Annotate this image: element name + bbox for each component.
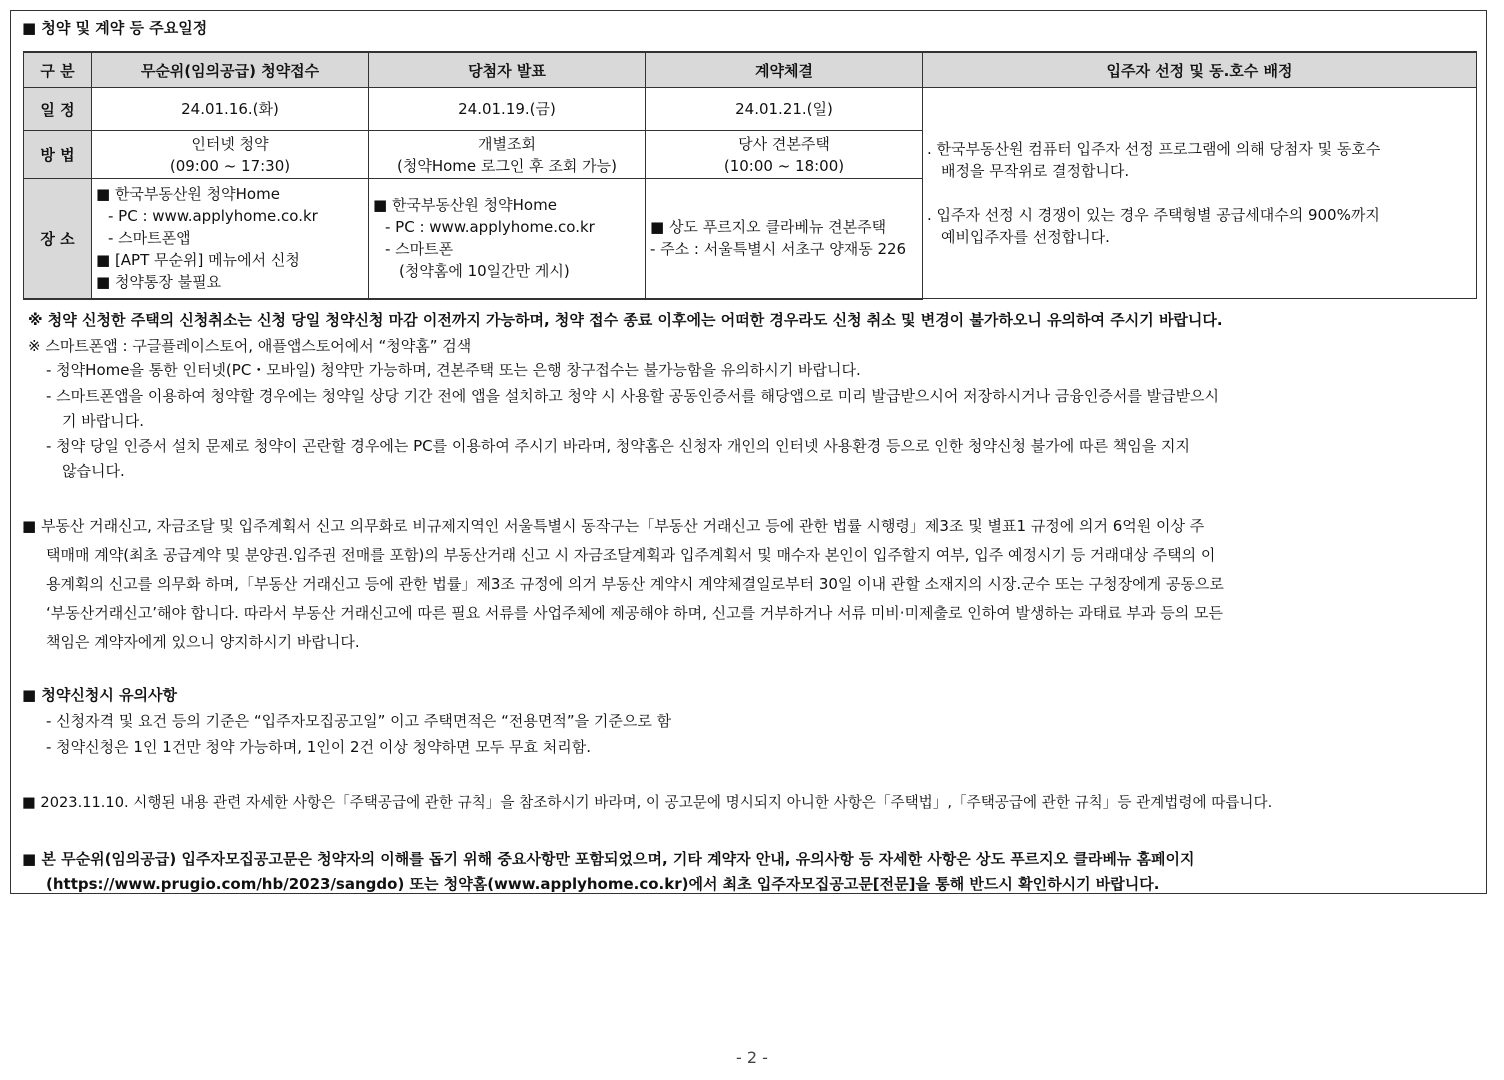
realestate-paragraph: 용계획의 신고를 의무화 하며,「부동산 거래신고 등에 관한 법률」제3조 규정에 의거 부동산 계약시 계약체결일로부터 30일 이내 관할 소재지의 시장.군수 또는 구청장에게 공동으로 — [46, 575, 1224, 593]
realestate-paragraph: ‘부동산거래신고’해야 합니다. 따라서 부동산 거래신고에 따른 필요 서류를 사업주체에 제공해야 하며, 신고를 거부하거나 서류 미비·미제출로 인하여 발생하는 과태료 부과 등의 모든 — [46, 604, 1223, 622]
caution-title: ■ 청약신청시 유의사항 — [22, 686, 178, 704]
list-item: - PC : www.applyhome.co.kr — [385, 218, 595, 237]
selection-item: . 입주자 선정 시 경쟁이 있는 경우 주택형별 공급세대수의 900%까지 예비입주자를 선정합니다. — [927, 206, 1380, 246]
list-item: - 스마트폰앱 — [108, 229, 191, 248]
apply-date: 24.01.16.(화) — [92, 88, 369, 131]
selection-cell — [923, 88, 1477, 299]
row-label-method: 방 법 — [24, 131, 92, 179]
selection-item: . 한국부동산원 컴퓨터 입주자 선정 프로그램에 의해 당첨자 및 동호수 배정을 무작위로 결정합니다. — [927, 140, 1381, 180]
list-item: ■ [APT 무순위] 메뉴에서 신청 — [96, 251, 300, 270]
list-item: - PC : www.applyhome.co.kr — [108, 207, 318, 226]
note-line: 기 바랍니다. — [62, 412, 144, 430]
list-item: (청약홈에 10일간만 게시) — [399, 262, 570, 281]
caution-line: - 청약신청은 1인 1건만 청약 가능하며, 1인이 2건 이상 청약하면 모두 무효 처리함. — [46, 738, 592, 756]
note-line: - 스마트폰앱을 이용하여 청약할 경우에는 청약일 상당 기간 전에 앱을 설치하고 청약 시 사용할 공동인증서를 해당앱으로 미리 발급받으시어 저장하시거나 금융인증서를 발급받으시 — [46, 387, 1220, 405]
page-number: - 2 - — [736, 1048, 768, 1067]
header-announce: 당첨자 발표 — [369, 52, 646, 88]
list-item: ■ 청약통장 불필요 — [96, 273, 222, 292]
cancel-notice: ※ 청약 신청한 주택의 신청취소는 신청 당일 청약신청 마감 이전까지 가능하며, 청약 접수 종료 이후에는 어떠한 경우라도 신청 취소 및 변경이 불가하오니 유의하여 주시기 바랍니다. — [28, 311, 1223, 329]
row-label-date: 일 정 — [24, 88, 92, 131]
list-item: ■ 한국부동산원 청약Home — [96, 185, 280, 204]
note-line: - 청약Home을 통한 인터넷(PC・모바일) 청약만 가능하며, 견본주택 또는 은행 창구접수는 불가능함을 유의하시기 바랍니다. — [46, 361, 861, 379]
schedule-title: ■ 청약 및 계약 등 주요일정 — [22, 19, 208, 37]
list-item: ■ 한국부동산원 청약Home — [373, 196, 557, 215]
schedule-table — [23, 51, 1477, 300]
list-item: - 주소 : 서울특별시 서초구 양재동 226 — [650, 240, 907, 259]
row-label-place: 장 소 — [24, 179, 92, 299]
note-line: - 청약 당일 인증서 설치 문제로 청약이 곤란할 경우에는 PC를 이용하여 주시기 바라며, 청약홈은 신청자 개인의 인터넷 사용환경 등으로 인한 청약신청 불가에 따른 책임을 지지 — [46, 437, 1190, 455]
contract-place — [646, 179, 923, 299]
list-item: ■ 상도 푸르지오 클라베뉴 견본주택 — [650, 218, 887, 237]
rules-note: ■ 2023.11.10. 시행된 내용 관련 자세한 사항은「주택공급에 관한 규칙」을 참조하시기 바라며, 이 공고문에 명시되지 아니한 사항은「주택법」,「주택공급에 관한 규칙」등 관계법령에 따릅니다. — [22, 794, 1273, 811]
announce-method: 개별조회 (청약Home 로그인 후 조회 가능) — [369, 131, 646, 179]
final-note: ■ 본 무순위(임의공급) 입주자모집공고문은 청약자의 이해를 돕기 위해 중요사항만 포함되었으며, 기타 계약자 안내, 유의사항 등 자세한 사항은 상도 푸르지오 클라베뉴 홈페이지 — [22, 850, 1195, 868]
note-line: 않습니다. — [62, 462, 125, 480]
row-date — [24, 88, 1477, 131]
header-category: 구 분 — [24, 52, 92, 88]
apply-method: 인터넷 청약 (09:00 ~ 17:30) — [92, 131, 369, 179]
contract-date: 24.01.21.(일) — [646, 88, 923, 131]
caution-line: - 신청자격 및 요건 등의 기준은 “입주자모집공고일” 이고 주택면적은 “전용면적”을 기준으로 함 — [46, 712, 672, 730]
announce-date: 24.01.19.(금) — [369, 88, 646, 131]
header-selection: 입주자 선정 및 동.호수 배정 — [923, 52, 1477, 88]
realestate-paragraph: 책임은 계약자에게 있으니 양지하시기 바랍니다. — [46, 633, 360, 651]
realestate-paragraph: ■ 부동산 거래신고, 자금조달 및 입주계획서 신고 의무화로 비규제지역인 서울특별시 동작구는「부동산 거래신고 등에 관한 법률 시행령」제3조 및 별표1 규정에 의거 6억원 이상 주 — [22, 517, 1205, 535]
apply-place — [92, 179, 369, 299]
smartphone-note: ※ 스마트폰앱 : 구글플레이스토어, 애플앱스토어에서 “청약홈” 검색 — [28, 337, 472, 355]
schedule-header-row — [24, 52, 1477, 88]
list-item: - 스마트폰 — [385, 240, 454, 259]
contract-method: 당사 견본주택 (10:00 ~ 18:00) — [646, 131, 923, 179]
realestate-paragraph: 택매매 계약(최초 공급계약 및 분양권.입주권 전매를 포함)의 부동산거래 신고 시 자금조달계획과 입주계획서 및 매수자 본인이 입주할지 여부, 입주 예정시기 등 거래대상 주택의 이 — [46, 546, 1216, 564]
final-note: (https://www.prugio.com/hb/2023/sangdo) 또는 청약홈(www.applyhome.co.kr)에서 최초 입주자모집공고문[전문]을 통해 반드시 확인하시기 바랍니다. — [46, 875, 1160, 893]
announce-place — [369, 179, 646, 299]
header-contract: 계약체결 — [646, 52, 923, 88]
header-apply: 무순위(임의공급) 청약접수 — [92, 52, 369, 88]
